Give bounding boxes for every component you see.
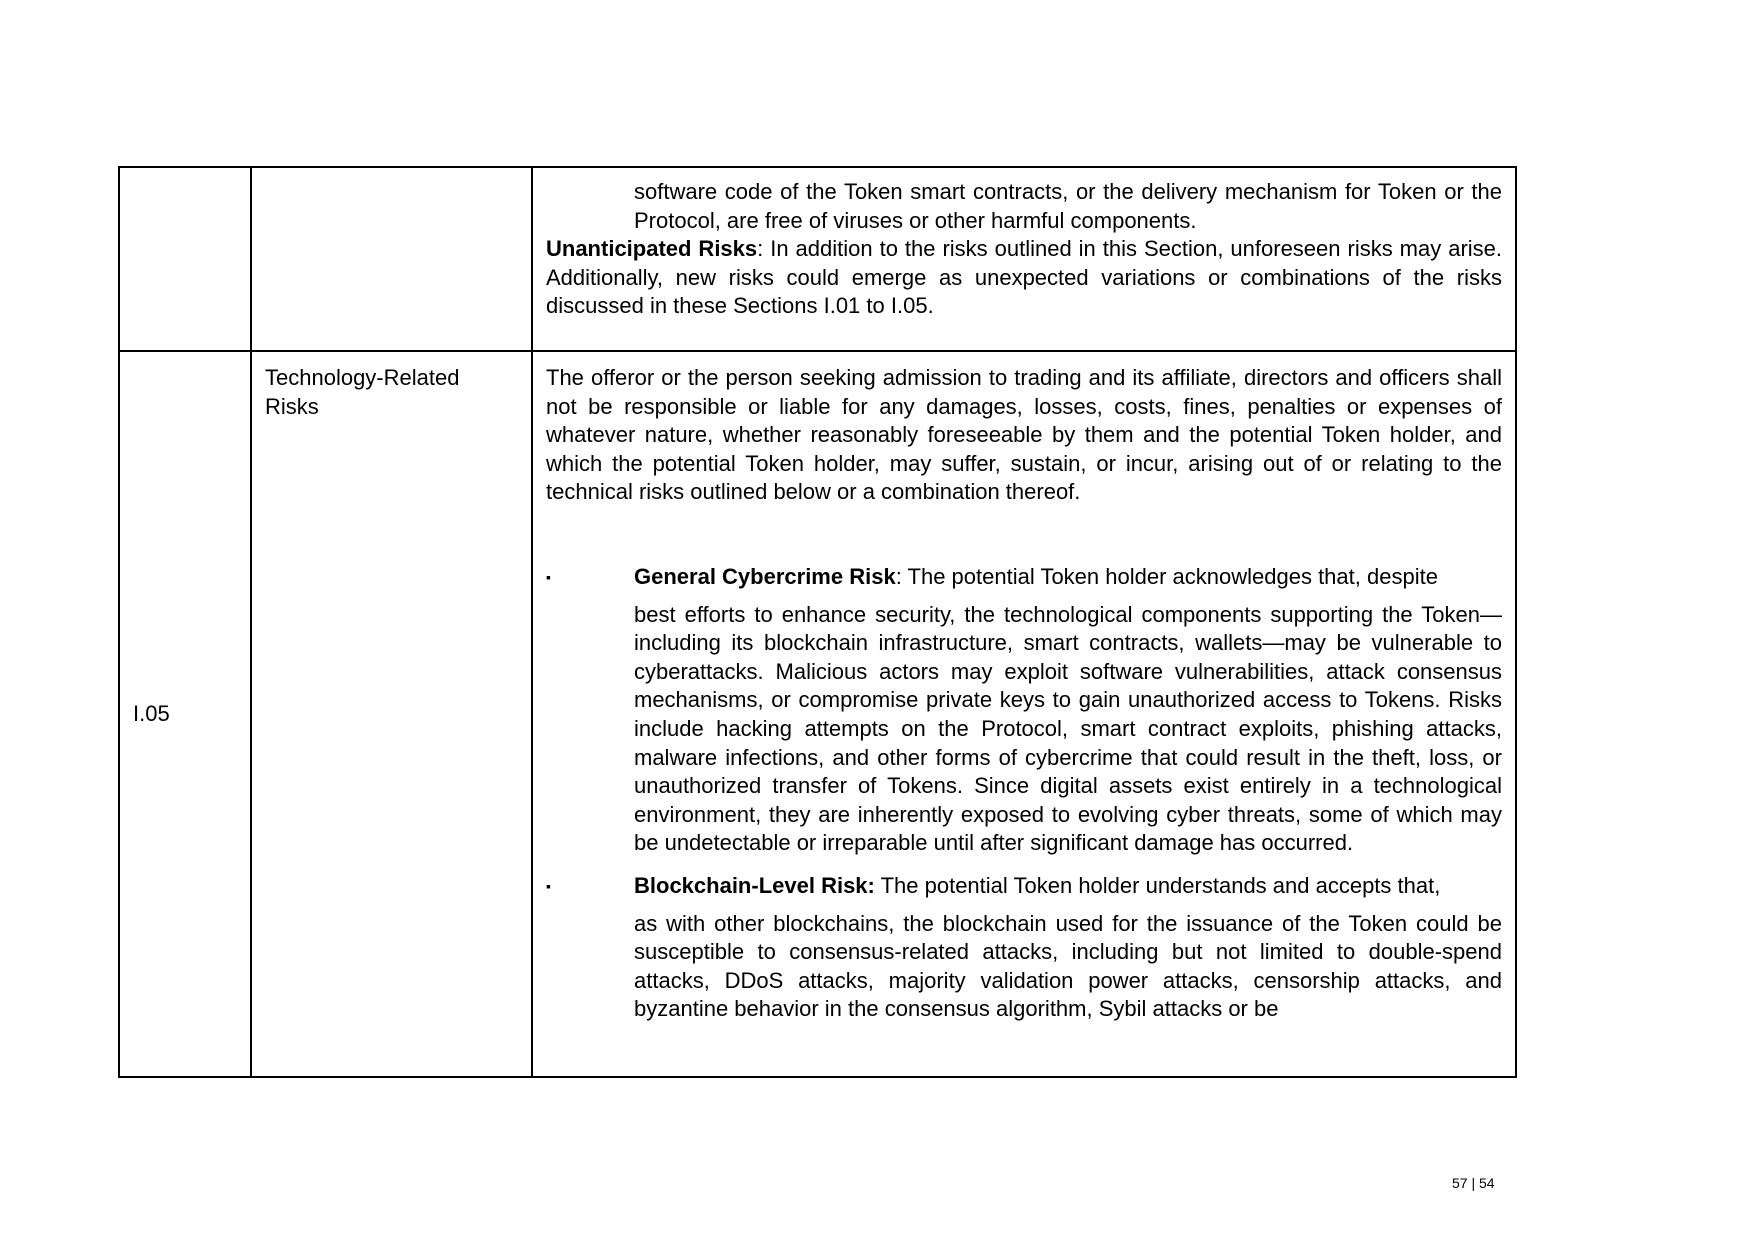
unanticipated-risks-text: : In addition to the risks outlined in this Section, unforeseen risks may arise. Additionally, new risks could emerge as unexpected variations or combinations of the risks discussed in these Sections I.01 to I.05. — [546, 236, 1503, 319]
risk-table — [118, 166, 1517, 1078]
table-row — [119, 167, 1516, 351]
description-cell — [532, 167, 1516, 351]
continuation-paragraph: software code of the Token smart contracts, or the delivery mechanism for Token or the Protocol, are free of viruses or other harmful components. — [634, 179, 1502, 233]
bullet-title: Blockchain-Level Risk: — [634, 872, 875, 898]
bullet-first-line — [634, 563, 1502, 592]
id-cell-empty — [119, 167, 251, 351]
intro-paragraph: The offeror or the person seeking admission to trading and its affiliate, directors and officers shall not be responsible or liable for any damages, losses, costs, fines, penalties or expenses of whatever nature, whether reasonably foreseeable by them and the potential Token holder, and which the potential Token holder, may suffer, sustain, or incur, arising out of or relating to the technical risks outlined below or a combination thereof. — [546, 365, 1502, 505]
bullet-lead: : The potential Token holder acknowledges that, despite — [895, 563, 1438, 589]
unanticipated-risks-heading: Unanticipated Risks — [546, 236, 758, 262]
bullet-title: General Cybercrime Risk — [634, 563, 896, 589]
bullet-body: best efforts to enhance security, the technological components supporting the Token—including its blockchain infrastructure, smart contracts, wallets—may be vulnerable to cyberattacks. Malicious actors may exploit software vulnerabilities, attack consensus mechanisms, or compromise private keys to gain unauthorized access to Tokens. Risks include hacking attempts on the Protocol, smart contract exploits, phishing attacks, malware infections, and other forms of cybercrime that could result in the theft, loss, or unauthorized transfer of Tokens. Since digital assets exist entirely in a technological environment, they are inherently exposed to evolving cyber threats, some of which may be undetectable or irreparable until after significant damage has occurred. — [634, 601, 1502, 856]
category-cell — [251, 351, 532, 1077]
category-cell-empty — [251, 167, 532, 351]
section-id-cell: I.05 — [119, 351, 251, 1077]
square-bullet-icon: ▪ — [546, 568, 551, 585]
page-number: 57 | 54 — [1452, 1175, 1495, 1191]
bullet-lead: The potential Token holder understands and accepts that, — [874, 872, 1441, 898]
unanticipated-risks-paragraph — [546, 235, 1502, 321]
bullet-first-line — [634, 872, 1502, 901]
table-row — [119, 351, 1516, 1077]
description-cell — [532, 351, 1516, 1077]
category-label: Technology-Related Risks — [265, 365, 460, 419]
square-bullet-icon: ▪ — [546, 877, 551, 894]
bullet-blockchain-level — [546, 872, 1502, 1024]
bullet-general-cybercrime — [546, 563, 1502, 858]
bullet-body: as with other blockchains, the blockchain used for the issuance of the Token could be susceptible to consensus-related attacks, including but not limited to double-spend attacks, DDoS attacks, majority validation power attacks, censorship attacks, and byzantine behavior in the consensus algorithm, Sybil attacks or be — [634, 910, 1502, 1022]
